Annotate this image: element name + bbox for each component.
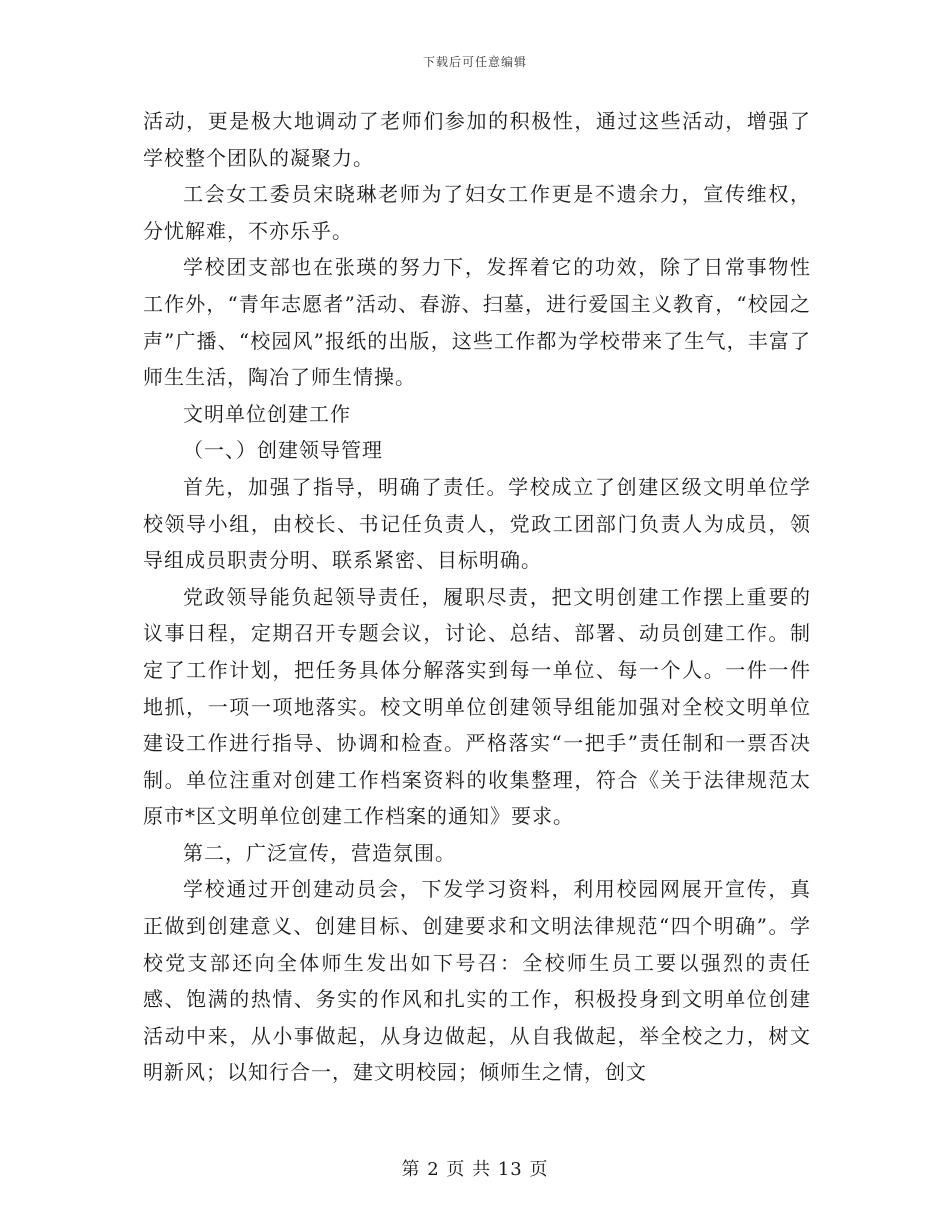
paragraph-9: 学校通过开创建动员会，下发学习资料，利用校园网展开宣传，真正做到创建意义、创建目标、创建要求和文明法律规范“四个明确”。学校党支部还向全体师生发出如下号召：全校师生员工要以强烈的责任感、饱满的热情、务实的作风和扎实的工作，积极投身到文明单位创建活动中来，从小事做起，从身边做起，从自我做起，举全校之力，树文明新风；以知行合一，建文明校园；倾师生之情，创文 [143, 877, 811, 1085]
page-footer: 第 2 页 共 13 页 [401, 1159, 549, 1180]
paragraph-3: 学校团支部也在张瑛的努力下，发挥着它的功效，除了日常事物性工作外，“青年志愿者”活动、春游、扫墓，进行爱国主义教育，“校园之声”广播、“校园风”报纸的出版，这些工作都为学校带来了生气，丰富了师生生活，陶冶了师生情操。 [143, 255, 811, 390]
paragraph-2: 工会女工委员宋晓琳老师为了妇女工作更是不遗余力，宣传维权，分忧解难，不亦乐乎。 [143, 182, 811, 243]
paragraph-6: 首先，加强了指导，明确了责任。学校成立了创建区级文明单位学校领导小组，由校长、书记任负责人，党政工团部门负责人为成员，领导组成员职责分明、联系紧密、目标明确。 [143, 474, 811, 573]
paragraph-7: 党政领导能负起领导责任，履职尽责，把文明创建工作摆上重要的议事日程，定期召开专题会议，讨论、总结、部署、动员创建工作。制定了工作计划，把任务具体分解落实到每一单位、每一个人。一件一件地抓，一项一项地落实。校文明单位创建领导组能加强对全校文明单位建设工作进行指导、协调和检查。严格落实“一把手”责任制和一票否决制。单位注重对创建工作档案资料的收集整理，符合《关于法律规范太原市*区文明单位创建工作档案的通知》要求。 [143, 584, 811, 829]
page-header: 下载后可任意编辑 [422, 55, 527, 69]
section-heading-civilized-unit: 文明单位创建工作 [183, 401, 351, 426]
paragraph-8: 第二，广泛宣传，营造氛围。 [183, 840, 456, 865]
paragraph-1: 活动，更是极大地调动了老师们参加的积极性，通过这些活动，增强了学校整个团队的凝聚力。 [143, 109, 811, 170]
subsection-heading-leadership: （一、）创建领导管理 [183, 438, 383, 463]
document-body [143, 103, 811, 1091]
